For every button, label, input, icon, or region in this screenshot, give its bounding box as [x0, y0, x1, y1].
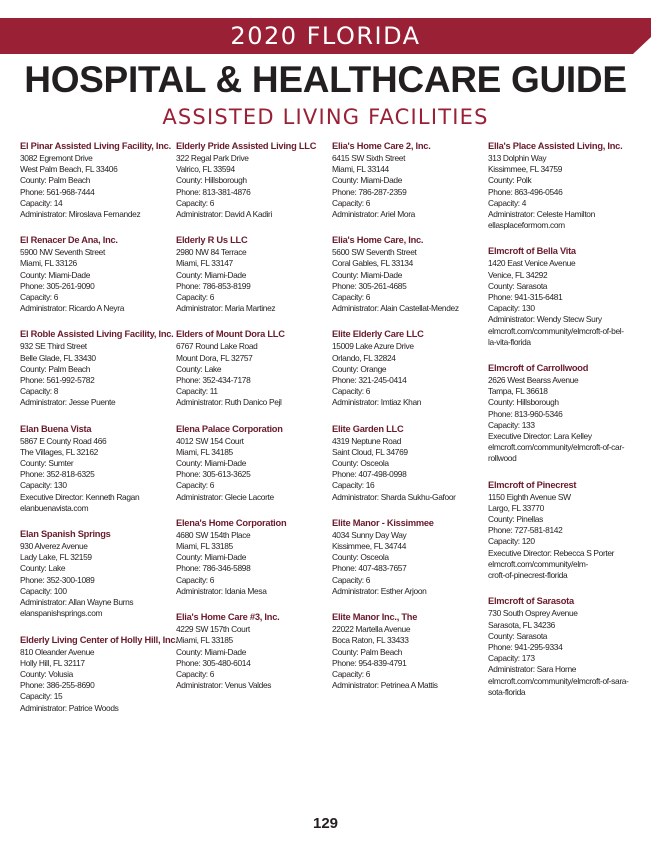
- facility-detail: Administrator: Miroslava Fernandez: [20, 209, 141, 220]
- facility-detail: County: Osceola: [332, 552, 389, 563]
- facility-detail: 4319 Neptune Road: [332, 435, 402, 446]
- facility-detail: County: Hillsborough: [176, 175, 247, 186]
- facility-detail: elanspanishsprings.com: [20, 608, 103, 619]
- facility-name: El Roble Assisted Living Facility, Inc.: [20, 329, 174, 340]
- facility-detail: 5867 E County Road 466: [20, 435, 107, 446]
- facility-name: Elderly Living Center of Holly Hill, Inc.: [20, 634, 178, 645]
- facility-detail: Administrator: Jesse Puente: [20, 397, 116, 408]
- facility-detail: Phone: 352-818-6325: [20, 469, 95, 480]
- banner-text: 2020 FLORIDA: [230, 22, 421, 50]
- column-4: [488, 140, 640, 712]
- facility-entry: [488, 479, 640, 582]
- facility-detail: Phone: 863-496-0546: [488, 186, 563, 197]
- facility-detail: Phone: 786-346-5898: [176, 563, 251, 574]
- facility-detail: Belle Glade, FL 33430: [20, 352, 96, 363]
- facility-detail: Administrator: Alain Castellat-Mendez: [332, 303, 459, 314]
- facility-detail: Coral Gables, FL 33134: [332, 258, 413, 269]
- facility-detail: 810 Oleander Avenue: [20, 646, 95, 657]
- facility-detail: County: Miami-Dade: [176, 646, 247, 657]
- facility-detail: Phone: 407-483-7657: [332, 563, 407, 574]
- facility-detail: sota-florida: [488, 686, 526, 697]
- facility-detail: Capacity: 6: [332, 574, 371, 585]
- facility-detail: Venice, FL 34292: [488, 269, 548, 280]
- facility-detail: Capacity: 130: [20, 480, 67, 491]
- facility-detail: Administrator: Patrice Woods: [20, 702, 119, 713]
- facility-entry: [176, 328, 328, 408]
- facility-name: Ella's Place Assisted Living, Inc.: [488, 141, 623, 151]
- facility-name: Elia's Home Care 2, Inc.: [332, 141, 431, 151]
- facility-detail: Capacity: 6: [20, 292, 59, 303]
- facility-detail: Executive Director: Lara Kelley: [488, 431, 592, 442]
- facility-detail: Miami, FL 33185: [176, 635, 233, 646]
- facility-name: El Renacer De Ana, Inc.: [20, 235, 118, 246]
- facility-detail: Capacity: 120: [488, 536, 535, 547]
- facility-detail: County: Miami-Dade: [176, 458, 247, 469]
- facility-detail: Executive Director: Kenneth Ragan: [20, 491, 140, 502]
- facility-detail: Largo, FL 33770: [488, 502, 544, 513]
- facility-detail: 2980 NW 84 Terrace: [176, 247, 247, 258]
- facility-detail: Phone: 786-287-2359: [332, 186, 407, 197]
- facility-name: Elia's Home Care, Inc.: [332, 235, 424, 246]
- facility-detail: 5900 NW Seventh Street: [20, 247, 105, 258]
- facility-entry: [176, 140, 328, 220]
- facility-detail: Capacity: 16: [332, 480, 375, 491]
- facility-detail: Capacity: 15: [20, 691, 63, 702]
- facility-name: Elia's Home Care #3, Inc.: [176, 612, 280, 623]
- facility-detail: Capacity: 6: [332, 386, 371, 397]
- facility-detail: Administrator: Maria Martinez: [176, 303, 276, 314]
- facility-detail: County: Palm Beach: [20, 363, 91, 374]
- facility-detail: Phone: 305-613-3625: [176, 469, 251, 480]
- facility-detail: Administrator: Sara Horne: [488, 664, 577, 675]
- facility-detail: rollwood: [488, 453, 517, 464]
- facility-detail: Phone: 941-315-6481: [488, 292, 563, 303]
- title-banner: [0, 18, 651, 54]
- facility-detail: Capacity: 4: [488, 197, 527, 208]
- facility-name: Elite Manor - Kissimmee: [332, 517, 434, 528]
- facility-detail: 4034 Sunny Day Way: [332, 529, 407, 540]
- facility-detail: Sarasota, FL 34236: [488, 619, 555, 630]
- facility-detail: Administrator: Wendy Stecw Sury: [488, 314, 602, 325]
- facility-detail: Phone: 305-261-9090: [20, 280, 95, 291]
- facility-detail: County: Volusia: [20, 668, 73, 679]
- facility-name: Elderly R Us LLC: [176, 235, 248, 246]
- facility-detail: croft-of-pinecrest-florida: [488, 570, 568, 581]
- facility-name: Elmcroft of Bella Vita: [488, 246, 576, 257]
- facility-detail: Phone: 321-245-0414: [332, 375, 407, 386]
- section-subtitle: ASSISTED LIVING FACILITIES: [162, 105, 489, 129]
- facility-entry: [332, 423, 484, 503]
- facility-detail: County: Sumter: [20, 458, 74, 469]
- facility-detail: Executive Director: Rebecca S Porter: [488, 547, 615, 558]
- facility-detail: la-vita-florida: [488, 336, 531, 347]
- facility-entry: [488, 595, 640, 698]
- facility-entry: [332, 517, 484, 597]
- facility-detail: Phone: 786-853-8199: [176, 280, 251, 291]
- facility-detail: elanbuenavista.com: [20, 502, 89, 513]
- facility-detail: Capacity: 6: [176, 480, 215, 491]
- facility-detail: Miami, FL 34185: [176, 446, 233, 457]
- facility-detail: Phone: 386-255-8690: [20, 680, 95, 691]
- facility-detail: 730 South Osprey Avenue: [488, 608, 578, 619]
- facility-detail: Administrator: Sharda Sukhu-Gafoor: [332, 491, 456, 502]
- facility-name: Elite Garden LLC: [332, 423, 404, 434]
- facility-detail: County: Pinellas: [488, 514, 543, 525]
- facility-detail: Capacity: 6: [332, 668, 371, 679]
- facility-detail: 4012 SW 154 Court: [176, 435, 244, 446]
- facility-detail: Mount Dora, FL 32757: [176, 352, 253, 363]
- facility-detail: County: Lake: [20, 563, 66, 574]
- facility-detail: 1420 East Venice Avenue: [488, 258, 576, 269]
- facility-detail: Lady Lake, FL 32159: [20, 552, 92, 563]
- facility-entry: [20, 234, 172, 314]
- facility-entry: [176, 234, 328, 314]
- facility-detail: Phone: 813-960-5346: [488, 408, 563, 419]
- facility-entry: [332, 234, 484, 314]
- facility-detail: Capacity: 173: [488, 653, 535, 664]
- facility-detail: Capacity: 130: [488, 303, 535, 314]
- page-number: 129: [312, 815, 339, 832]
- facility-name: Elan Buena Vista: [20, 423, 92, 434]
- facility-detail: Capacity: 6: [176, 197, 215, 208]
- facility-entry: [20, 328, 172, 408]
- page-title: HOSPITAL & HEALTHCARE GUIDE: [24, 59, 627, 100]
- facility-detail: Phone: 561-968-7444: [20, 186, 95, 197]
- facility-entry: [176, 517, 328, 597]
- facility-detail: Administrator: Allan Wayne Burns: [20, 597, 134, 608]
- facility-detail: Miami, FL 33147: [176, 258, 233, 269]
- facility-detail: Miami, FL 33185: [176, 541, 233, 552]
- facility-detail: 322 Regal Park Drive: [176, 153, 249, 163]
- facility-name: Elena's Home Corporation: [176, 517, 287, 528]
- facility-detail: Phone: 352-300-1089: [20, 574, 95, 585]
- facility-detail: Capacity: 6: [332, 197, 371, 208]
- facility-detail: Administrator: Petrinea A Mattis: [332, 680, 438, 691]
- facility-detail: elmcroft.com/community/elm-: [488, 558, 588, 569]
- facility-detail: 15009 Lake Azure Drive: [332, 341, 414, 352]
- facility-detail: ellasplaceformom.com: [488, 220, 565, 231]
- facility-detail: Capacity: 6: [176, 668, 215, 679]
- facility-detail: Phone: 305-261-4685: [332, 280, 407, 291]
- facility-detail: Capacity: 14: [20, 197, 63, 208]
- column-3: [332, 140, 484, 705]
- facility-name: Elite Manor Inc., The: [332, 612, 418, 623]
- facility-detail: Phone: 352-434-7178: [176, 375, 251, 386]
- facility-name: Elders of Mount Dora LLC: [176, 329, 285, 340]
- facility-detail: Capacity: 133: [488, 419, 535, 430]
- facility-detail: 3082 Egremont Drive: [20, 153, 93, 163]
- facility-entry: [332, 140, 484, 220]
- facility-detail: 4229 SW 157th Court: [176, 624, 250, 635]
- facility-detail: County: Sarasota: [488, 630, 548, 641]
- facility-detail: County: Palm Beach: [20, 175, 91, 186]
- facility-detail: Capacity: 6: [176, 574, 215, 585]
- facility-detail: Valrico, FL 33594: [176, 164, 235, 175]
- facility-name: Elmcroft of Carrollwood: [488, 363, 589, 374]
- facility-detail: 6767 Round Lake Road: [176, 341, 258, 352]
- facility-detail: Administrator: Ariel Mora: [332, 209, 415, 220]
- facility-detail: Phone: 561-992-5782: [20, 375, 95, 386]
- facility-detail: Miami, FL 33126: [20, 258, 77, 269]
- facility-detail: Phone: 941-295-9334: [488, 641, 563, 652]
- facility-detail: County: Sarasota: [488, 280, 548, 291]
- facility-detail: Administrator: Venus Valdes: [176, 680, 272, 691]
- facility-entry: [332, 611, 484, 691]
- facility-columns: [0, 140, 651, 800]
- facility-name: Elena Palace Corporation: [176, 423, 283, 434]
- facility-detail: Phone: 727-581-8142: [488, 525, 563, 536]
- facility-detail: County: Miami-Dade: [332, 269, 403, 280]
- column-2: [176, 140, 328, 705]
- facility-detail: 932 SE Third Street: [20, 341, 87, 352]
- facility-detail: 5600 SW Seventh Street: [332, 247, 417, 258]
- facility-detail: Administrator: Ruth Danico Pejl: [176, 397, 282, 408]
- facility-name: Elderly Pride Assisted Living LLC: [176, 141, 317, 151]
- facility-detail: 6415 SW Sixth Street: [332, 153, 406, 163]
- facility-detail: County: Hillsborough: [488, 397, 559, 408]
- facility-name: Elite Elderly Care LLC: [332, 329, 424, 340]
- facility-detail: County: Palm Beach: [332, 646, 403, 657]
- facility-name: Elmcroft of Sarasota: [488, 596, 574, 607]
- facility-detail: County: Miami-Dade: [176, 552, 247, 563]
- facility-detail: Capacity: 6: [176, 292, 215, 303]
- facility-detail: Kissimmee, FL 34744: [332, 541, 407, 552]
- facility-detail: 1150 Eighth Avenue SW: [488, 491, 571, 502]
- facility-detail: Administrator: Glecie Lacorte: [176, 491, 274, 502]
- facility-detail: 4680 SW 154th Place: [176, 529, 251, 540]
- facility-detail: Phone: 954-839-4791: [332, 657, 407, 668]
- facility-detail: Phone: 407-498-0998: [332, 469, 407, 480]
- facility-detail: Administrator: Esther Arjoon: [332, 585, 427, 596]
- facility-detail: West Palm Beach, FL 33406: [20, 164, 118, 175]
- facility-entry: [20, 528, 172, 619]
- facility-name: Elmcroft of Pinecrest: [488, 479, 577, 490]
- column-1: [20, 140, 178, 728]
- facility-name: El Pinar Assisted Living Facility, Inc.: [20, 141, 171, 151]
- facility-entry: [176, 611, 328, 691]
- facility-entry: [176, 423, 328, 503]
- facility-detail: Capacity: 8: [20, 386, 59, 397]
- facility-entry: [488, 362, 640, 465]
- facility-detail: Administrator: Imtiaz Khan: [332, 397, 422, 408]
- facility-detail: elmcroft.com/community/elmcroft-of-car-: [488, 442, 625, 453]
- facility-detail: Capacity: 100: [20, 585, 67, 596]
- facility-detail: Saint Cloud, FL 34769: [332, 446, 408, 457]
- facility-detail: County: Miami-Dade: [176, 269, 247, 280]
- facility-detail: 22022 Martella Avenue: [332, 624, 411, 635]
- facility-detail: The Villages, FL 32162: [20, 446, 98, 457]
- facility-detail: County: Miami-Dade: [20, 269, 91, 280]
- facility-detail: County: Miami-Dade: [332, 175, 403, 186]
- facility-detail: elmcroft.com/community/elmcroft-of-bel-: [488, 325, 624, 336]
- facility-detail: Capacity: 11: [176, 386, 218, 397]
- facility-detail: Orlando, FL 32824: [332, 352, 396, 363]
- facility-detail: County: Orange: [332, 363, 387, 374]
- facility-detail: Tampa, FL 36618: [488, 386, 548, 397]
- facility-detail: County: Lake: [176, 363, 222, 374]
- facility-detail: Capacity: 6: [332, 292, 371, 303]
- facility-detail: Phone: 813-381-4876: [176, 186, 251, 197]
- facility-entry: [488, 245, 640, 348]
- facility-entry: [20, 140, 172, 220]
- facility-detail: Administrator: Celeste Hamilton: [488, 209, 595, 220]
- facility-detail: Boca Raton, FL 33433: [332, 635, 409, 646]
- facility-detail: Administrator: Ricardo A Neyra: [20, 303, 125, 314]
- facility-detail: County: Polk: [488, 175, 532, 186]
- facility-detail: Holly Hill, FL 32117: [20, 657, 85, 668]
- facility-detail: Administrator: David A Kadiri: [176, 209, 272, 220]
- facility-detail: Kissimmee, FL 34759: [488, 164, 563, 175]
- facility-detail: Administrator: Idania Mesa: [176, 585, 267, 596]
- facility-entry: [332, 328, 484, 408]
- facility-detail: 2626 West Bearss Avenue: [488, 375, 579, 386]
- facility-detail: Phone: 305-480-6014: [176, 657, 251, 668]
- facility-detail: 313 Dolphin Way: [488, 153, 547, 163]
- facility-detail: County: Osceola: [332, 458, 389, 469]
- facility-name: Elan Spanish Springs: [20, 529, 111, 540]
- facility-entry: [20, 423, 172, 514]
- facility-entry: [488, 140, 640, 231]
- facility-detail: Miami, FL 33144: [332, 164, 389, 175]
- facility-entry: [20, 634, 178, 714]
- facility-detail: elmcroft.com/community/elmcroft-of-sara-: [488, 675, 629, 686]
- facility-detail: 930 Alverez Avenue: [20, 541, 88, 552]
